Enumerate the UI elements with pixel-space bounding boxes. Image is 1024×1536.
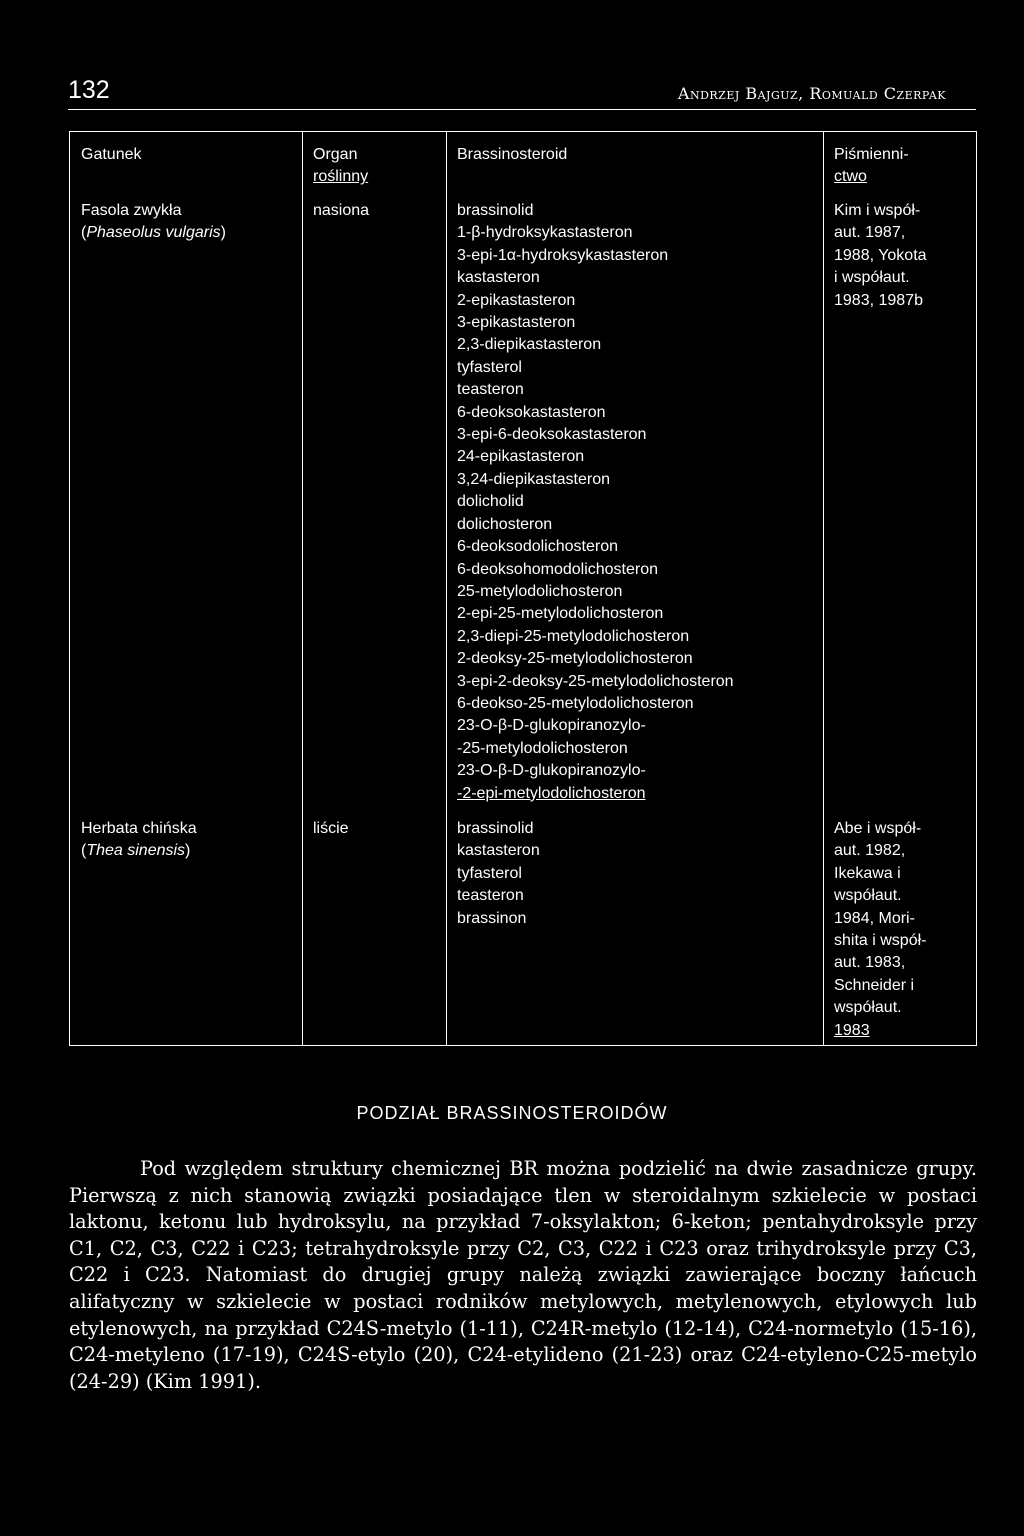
reference-line: Schneider i [834,976,915,994]
row1-compounds [457,200,734,805]
reference-line: Abe i współ- [834,820,922,837]
column-divider [823,132,824,1045]
reference-line: 1983 [834,1021,870,1039]
header-pism-line2: ctwo [834,168,867,186]
page-header [68,76,976,110]
compound-name: dolichosteron [457,515,553,533]
reference-line: 1988, Yokota [834,246,927,264]
reference-line: 1984, Mori- [834,909,915,927]
row2-organ: liście [313,820,349,837]
header-organ-line2: roślinny [313,168,369,186]
compound-name: teasteron [457,887,524,905]
compound-name: kastasteron [457,842,540,860]
species-name: Fasola zwykła [81,202,182,219]
header-rule [68,109,976,110]
section-title: PODZIAŁ BRASSINOSTEROIDÓW [356,1103,668,1123]
compound-name: kastasteron [457,269,540,287]
page-number: 132 [68,76,110,104]
compound-name: 3-epi-1α-hydroksykastasteron [457,246,669,264]
compound-name: 6-deoksohomodolichosteron [457,560,659,578]
species-latin: (Phaseolus vulgaris) [81,224,226,242]
column-divider [446,132,447,1045]
compound-name: 3-epikastasteron [457,314,576,332]
compound-name: -2-epi-metylodolichosteron [457,784,646,802]
body-paragraph [69,1156,977,1395]
compound-name: tyfasterol [457,358,522,376]
column-divider [302,132,303,1045]
reference-line: i współaut. [834,269,910,287]
header-brassinosteroid: Brassinosteroid [457,146,568,163]
paragraph-text: Pod względem struktury chemicznej BR można podzielić na dwie zasadnicze grupy. Pierwszą z nich stanowią związki posiadające tlen w steroidalnym szkielecie w postaci laktonu, ketonu lub hydroksylu, na przykład 7-oksylakton; 6-keton; pentahydroksyle przy C1, C2, C3, C22 i C23; tetrahydroksyle przy C2, C3, C22 i C23 oraz trihydroksyle przy C3, C22 i C23. Natomiast do drugiej grupy należą związki zawierające boczny łańcuch alifatyczny w szkielecie w postaci rodników metylowych, metylenowych, etylowych lub etylenowych, na przykład C24S-metylo (1-11), C24R-metylo (12-14), C24-normetylo (15-16), C24-metyleno (17-19), C24S-etylo (20), C24-etylideno (21-23) oraz C24-etyleno-C25-metylo (24-29) (Kim 1991). [69,1157,977,1393]
compound-name: tyfasterol [457,864,522,882]
row2-species [81,818,197,863]
compound-name: 2,3-diepikastasteron [457,336,602,354]
header-pism-line1: Piśmienni- [834,146,909,163]
compound-name: 2-epi-25-metylodolichosteron [457,605,664,623]
compound-name: 2,3-diepi-25-metylodolichosteron [457,627,690,645]
compound-name: 2-epikastasteron [457,291,576,309]
compound-name: brassinolid [457,202,534,219]
reference-line: współaut. [834,887,902,905]
compound-name: 24-epikastasteron [457,448,585,466]
compound-name: 23-O-β-D-glukopiranozylo- [457,717,646,735]
compound-name: 3-epi-6-deoksokastasteron [457,426,647,444]
row1-organ: nasiona [313,202,370,219]
compound-name: teasteron [457,381,524,399]
reference-line: shita i współ- [834,932,927,950]
row2-compounds [457,818,540,930]
compound-name: 6-deokso-25-metylodolichosteron [457,694,694,712]
reference-line: Ikekawa i [834,864,901,882]
compound-name: 3,24-diepikastasteron [457,470,610,488]
compound-name: 1-β-hydroksykastasteron [457,224,633,242]
compound-name: brassinolid [457,820,534,837]
compound-name: -25-metylodolichosteron [457,739,628,757]
reference-line: Kim i współ- [834,202,921,219]
species-latin-name: Thea sinensis [86,842,186,860]
row1-references [834,200,927,312]
compound-name: 6-deoksodolichosteron [457,538,618,556]
row2-references [834,818,926,1042]
header-gatunek: Gatunek [81,146,142,163]
compound-name: 23-O-β-D-glukopiranozylo- [457,762,646,780]
reference-line: 1983, 1987b [834,291,923,309]
compound-name: 3-epi-2-deoksy-25-metylodolichosteron [457,672,734,690]
compound-name: 6-deoksokastasteron [457,403,606,421]
compound-name: 2-deoksy-25-metylodolichosteron [457,650,693,668]
header-organ-line1: Organ [313,146,358,163]
reference-line: aut. 1987, [834,224,906,242]
brassinosteroid-table [69,131,977,1046]
compound-name: 25-metylodolichosteron [457,582,623,600]
species-name: Herbata chińska [81,820,197,837]
compound-name: dolicholid [457,493,524,511]
running-head: Andrzej Bajguz, Romuald Czerpak [677,84,946,103]
row1-species [81,200,226,245]
reference-line: aut. 1983, [834,954,906,972]
species-latin: (Thea sinensis) [81,842,191,860]
species-latin-name: Phaseolus vulgaris [86,224,221,242]
header-organ [313,144,368,189]
compound-name: brassinon [457,909,527,927]
reference-line: współaut. [834,999,902,1017]
reference-line: aut. 1982, [834,842,906,860]
header-pismiennictwo [834,144,909,189]
